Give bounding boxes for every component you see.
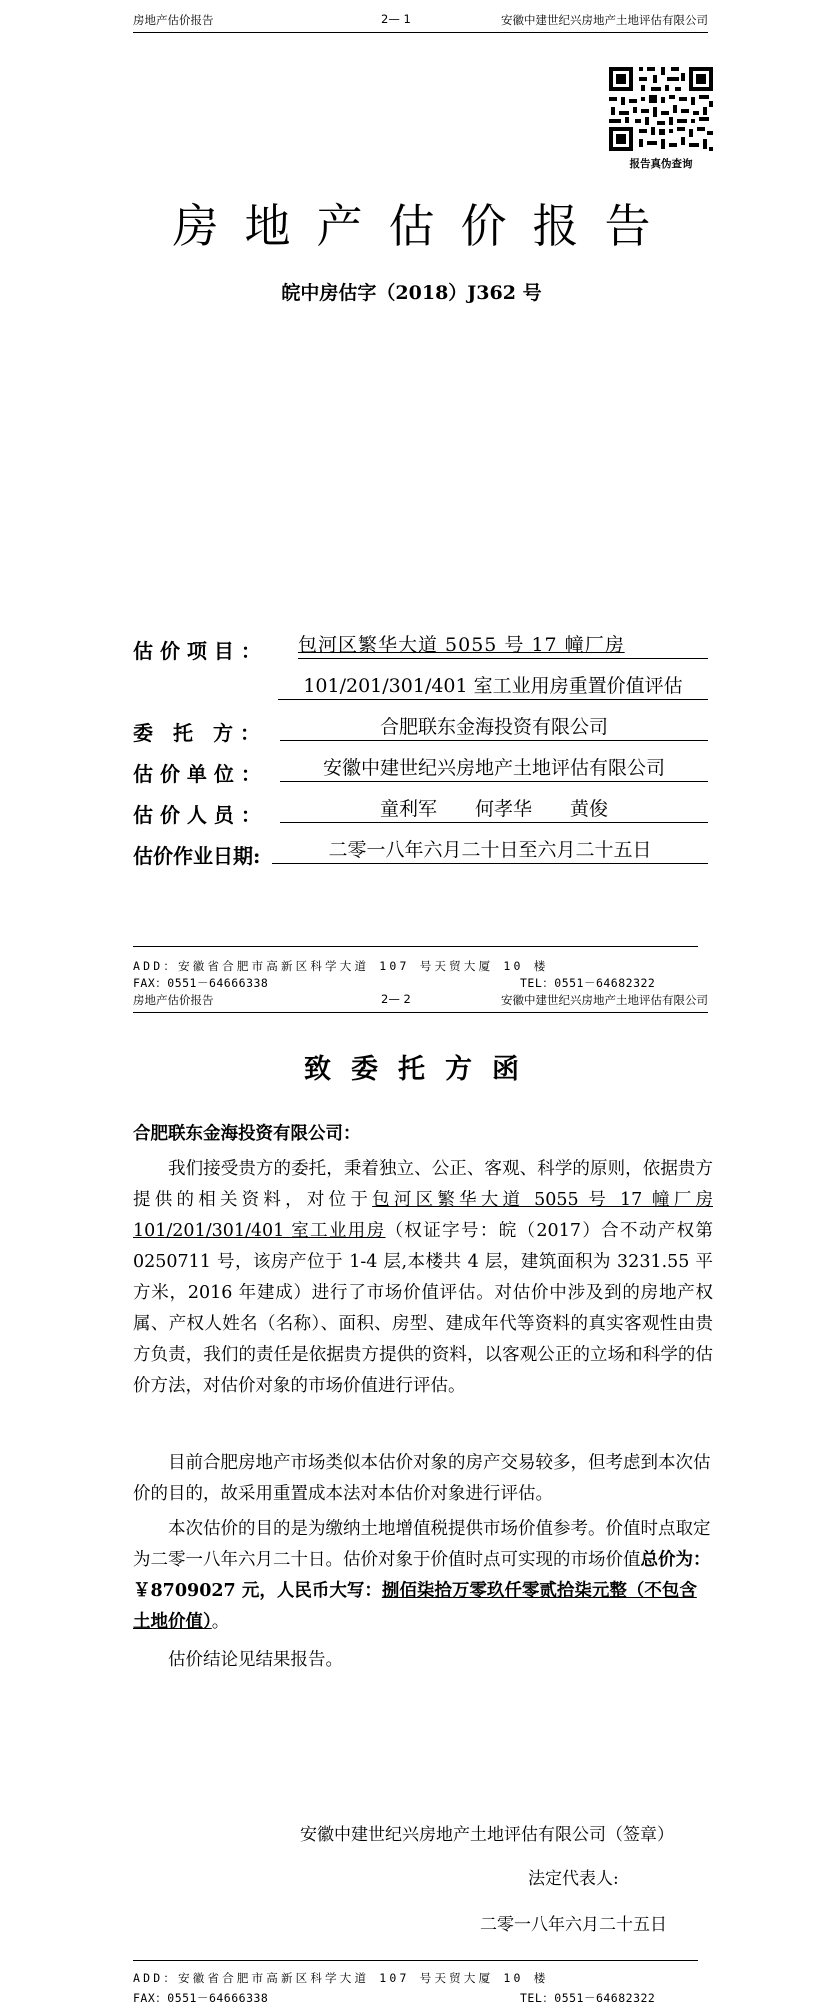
signature-company: 安徽中建世纪兴房地产土地评估有限公司（签章）: [300, 1825, 674, 1845]
page1-header: [133, 12, 708, 33]
client-label: 委 托 方 ：: [133, 721, 260, 745]
date-value: 二零一八年六月二十日至六月二十五日: [272, 837, 708, 864]
letter-title: 致委托方函: [304, 1054, 539, 1085]
signature-representative: 法定代表人:: [528, 1869, 619, 1889]
header-right: 安徽中建世纪兴房地产土地评估有限公司: [501, 13, 708, 27]
qr-caption: 报告真伪查询: [629, 158, 693, 170]
header-left: 房地产估价报告: [133, 993, 214, 1007]
staff-label: 估 价 人 员 ：: [133, 803, 261, 827]
staff-value: 童利军 何孝华 黄俊: [280, 796, 708, 823]
footer-fax: FAX：0551－64666338: [133, 976, 269, 990]
project-label: 估 价 项 目 ：: [133, 639, 261, 663]
qr-graphic: [605, 63, 717, 155]
project-value-line1: 包河区繁华大道 5055 号 17 幢厂房: [298, 632, 708, 659]
header-page: 2— 1: [381, 12, 411, 26]
footer-rule: [133, 1960, 698, 1961]
header-page: 2— 2: [381, 992, 411, 1006]
footer-tel: TEL：0551－64682322: [520, 976, 656, 990]
unit-label: 估 价 单 位 ：: [133, 762, 261, 786]
report-title: 房地产估价报告: [172, 199, 677, 253]
client-value: 合肥联东金海投资有限公司: [280, 714, 708, 741]
qr-code-icon: [605, 63, 717, 170]
paragraph-1: 我们接受贵方的委托，秉着独立、公正、客观、科学的原则，依据贵方提供的相关资料，对位于包河区繁华大道 5055 号 17 幢厂房 101/201/301/401 室工业用房（权证字号：皖（2017）合不动产权第 0250711 号，该房产位于 1-4 层,本楼共 4 层，建筑面积为 3231.55 平方米，2016 年建成）进行了市场价值评估。对估价中涉及到的房地产权属、产权人姓名（名称）、面积、房型、建成年代等资料的真实客观性由贵方负责，我们的责任是依据贵方提供的资料，以客观公正的立场和科学的估价方法，对估价对象的市场价值进行评估。: [133, 1159, 714, 1396]
footer-tel: TEL：0551－64682322: [520, 1991, 656, 2005]
footer-address: ADD：安徽省合肥市高新区科学大道 107 号天贸大厦 10 楼: [133, 959, 549, 973]
document-number: 皖中房估字（2018）J362 号: [281, 282, 542, 304]
date-label: 估价作业日期:: [133, 844, 261, 868]
page2-header: [133, 992, 708, 1013]
footer-fax: FAX：0551－64666338: [133, 1991, 269, 2005]
paragraph-2: 目前合肥房地产市场类似本估价对象的房产交易较多，但考虑到本次估价的目的，故采用重置成本法对本估价对象进行评估。: [133, 1453, 711, 1504]
paragraph-4: 估价结论见结果报告。: [168, 1650, 343, 1670]
project-value-line2: 101/201/301/401 室工业用房重置价值评估: [278, 673, 708, 700]
paragraph-3: 本次估价的目的是为缴纳土地增值税提供市场价值参考。价值时点取定为二零一八年六月二十日。估价对象于价值时点可实现的市场价值总价为：￥8709027 元，人民币大写：捌佰柒拾万零玖仟零贰拾柒元整（不包含土地价值）。: [133, 1519, 711, 1632]
footer-rule: [133, 946, 698, 947]
footer-address: ADD：安徽省合肥市高新区科学大道 107 号天贸大厦 10 楼: [133, 1971, 549, 1985]
unit-value: 安徽中建世纪兴房地产土地评估有限公司: [280, 755, 708, 782]
addressee: 合肥联东金海投资有限公司：: [133, 1124, 361, 1144]
header-right: 安徽中建世纪兴房地产土地评估有限公司: [501, 993, 708, 1007]
header-left: 房地产估价报告: [133, 13, 214, 27]
signature-date: 二零一八年六月二十五日: [480, 1915, 667, 1935]
